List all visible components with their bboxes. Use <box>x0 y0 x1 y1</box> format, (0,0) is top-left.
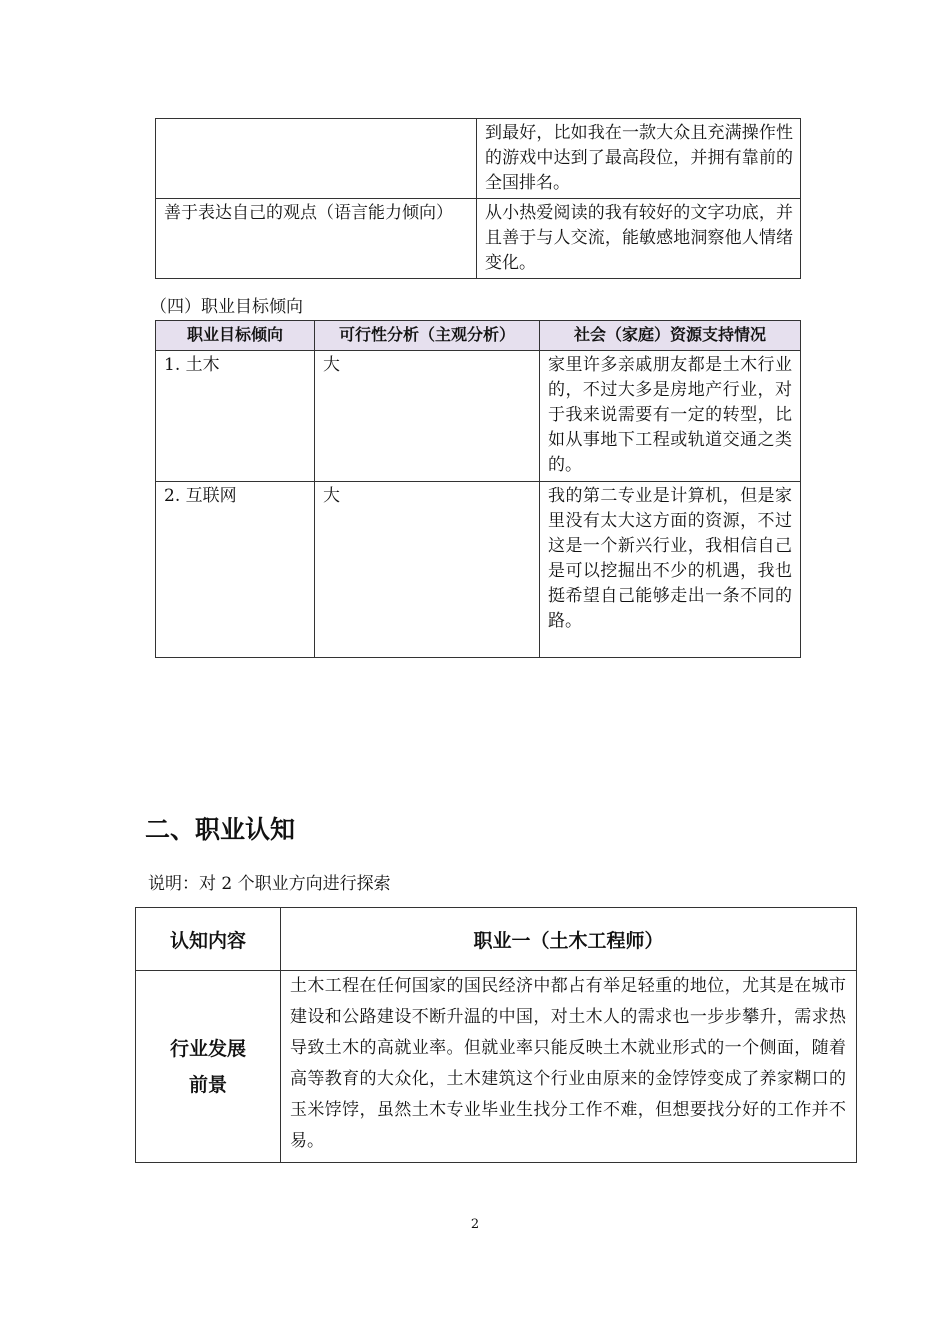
support-cell: 我的第二专业是计算机，但是家里没有太大这方面的资源，不过这是一个新兴行业，我相信自己是可以挖掘出不少的机遇，我也挺希望自己能够走出一条不同的路。 <box>540 482 801 658</box>
table-row <box>136 971 857 1163</box>
table-row <box>156 351 801 482</box>
column-header: 职业一（土木工程师） <box>281 908 857 971</box>
column-header: 可行性分析（主观分析） <box>315 321 540 351</box>
evidence-cell: 到最好，比如我在一款大众且充满操作性的游戏中达到了最高段位，并拥有靠前的全国排名。 <box>477 119 801 199</box>
goal-cell: 1. 土木 <box>156 351 315 482</box>
table-row <box>156 482 801 658</box>
section-title: （四）职业目标倾向 <box>150 297 303 317</box>
column-header: 认知内容 <box>136 908 281 971</box>
trait-cell: 善于表达自己的观点（语言能力倾向） <box>156 199 477 279</box>
support-cell: 家里许多亲戚朋友都是土木行业的，不过大多是房地产行业，对于我来说需要有一定的转型，比如从事地下工程或轨道交通之类的。 <box>540 351 801 482</box>
column-header: 社会（家庭）资源支持情况 <box>540 321 801 351</box>
career-cognition-table <box>135 907 857 1163</box>
row-label-text: 行业发展前景 <box>169 1037 246 1096</box>
goal-cell: 2. 互联网 <box>156 482 315 658</box>
row-label <box>136 971 281 1163</box>
instruction-note: 说明：对 2 个职业方向进行探索 <box>148 874 391 894</box>
feasibility-cell: 大 <box>315 482 540 658</box>
page-number: 2 <box>470 1217 480 1232</box>
evidence-cell: 从小热爱阅读的我有较好的文字功底，并且善于与人交流，能敏感地洞察他人情绪变化。 <box>477 199 801 279</box>
table-row <box>156 199 801 279</box>
feasibility-cell: 大 <box>315 351 540 482</box>
table-row <box>156 119 801 199</box>
table-header-row <box>136 908 857 971</box>
career-goal-table <box>155 320 801 658</box>
column-header: 职业目标倾向 <box>156 321 315 351</box>
trait-cell <box>156 119 477 199</box>
table-header-row <box>156 321 801 351</box>
section-heading: 二、职业认知 <box>145 815 296 844</box>
traits-table <box>155 118 801 279</box>
content-cell: 土木工程在任何国家的国民经济中都占有举足轻重的地位，尤其是在城市建设和公路建设不断升温的中国，对土木人的需求也一步步攀升，需求热导致土木的高就业率。但就业率只能反映土木就业形式的一个侧面，随着高等教育的大众化，土木建筑这个行业由原来的金饽饽变成了养家糊口的玉米饽饽，虽然土木专业毕业生找分工作不难，但想要找分好的工作并不易。 <box>281 971 857 1163</box>
